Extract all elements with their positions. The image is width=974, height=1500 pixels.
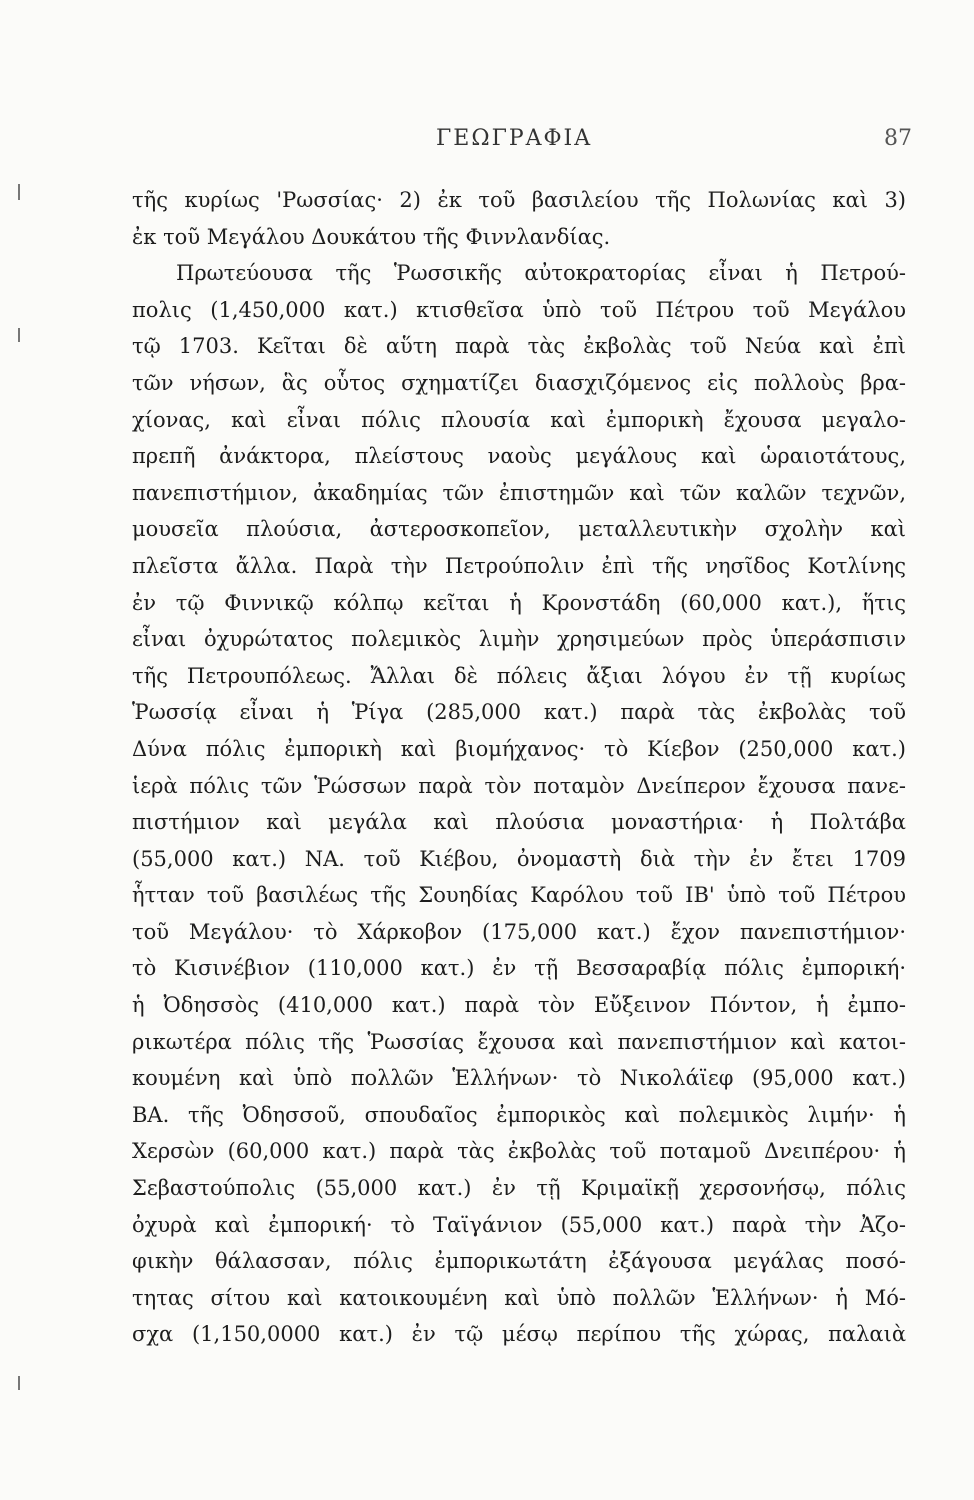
text-line: τοῦ Μεγάλου· τὸ Χάρκοβον (175,000 κατ.) ἔχον πανεπιστήμιον·	[132, 919, 906, 944]
text-line: ἡ Ὀδησσὸς (410,000 κατ.) παρὰ τὸν Εὔξεινον Πόντον, ἡ ἐμπο-	[132, 993, 906, 1018]
text-line: Χερσὼν (60,000 κατ.) παρὰ τὰς ἐκβολὰς τοῦ ποταμοῦ Δνειπέρου· ἡ	[132, 1139, 906, 1164]
text-line: τῆς Πετρουπόλεως. Ἄλλαι δὲ πόλεις ἄξιαι λόγου ἐν τῇ κυρίως	[132, 663, 906, 688]
text-line: χίονας, καὶ εἶναι πόλις πλουσία καὶ ἐμπορικὴ ἔχουσα μεγαλο-	[132, 407, 906, 432]
text-line: (55,000 κατ.) ΝΑ. τοῦ Κιέβου, ὀνομαστὴ διὰ τὴν ἐν ἔτει 1709	[132, 846, 906, 871]
margin-mark	[18, 328, 20, 342]
page-header	[0, 122, 974, 162]
text-line: μουσεῖα πλούσια, ἀστεροσκοπεῖον, μεταλλευτικὴν σχολὴν καὶ	[132, 517, 906, 542]
text-line: πλεῖστα ἄλλα. Παρὰ τὴν Πετρούπολιν ἐπὶ τῆς νησῖδος Κοτλίνης	[132, 553, 906, 578]
text-line: πρεπῆ ἀνάκτορα, πλείστους ναοὺς μεγάλους καὶ ὡραιοτάτους,	[132, 444, 906, 469]
page-number: 87	[884, 126, 912, 151]
text-line: πολις (1,450,000 κατ.) κτισθεῖσα ὑπὸ τοῦ Πέτρου τοῦ Μεγάλου	[132, 297, 906, 322]
body-text	[132, 182, 906, 1353]
text-line: τῷ 1703. Κεῖται δὲ αὕτη παρὰ τὰς ἐκβολὰς τοῦ Νεύα καὶ ἐπὶ	[132, 334, 906, 359]
text-line: Πρωτεύουσα τῆς Ῥωσσικῆς αὐτοκρατορίας εἶναι ἡ Πετρού-	[176, 261, 906, 286]
text-line: τῆς κυρίως 'Ρωσσίας· 2) ἐκ τοῦ βασιλείου τῆς Πολωνίας καὶ 3)	[132, 188, 906, 212]
margin-mark	[18, 184, 20, 200]
text-line: κουμένη καὶ ὑπὸ πολλῶν Ἑλλήνων· τὸ Νικολάϊεφ (95,000 κατ.)	[132, 1066, 906, 1091]
text-line: ΒΑ. τῆς Ὀδησσοῦ, σπουδαῖος ἐμπορικὸς καὶ πολεμικὸς λιμήν· ἡ	[132, 1102, 906, 1127]
text-line: τὸ Κισινέβιον (110,000 κατ.) ἐν τῇ Βεσσαραβίᾳ πόλις ἐμπορική·	[132, 956, 906, 981]
text-line: πιστήμιον καὶ μεγάλα καὶ πλούσια μοναστήρια· ἡ Πολτάβα	[132, 810, 906, 835]
running-title: ΓΕΩΓΡΑΦΙΑ	[436, 126, 593, 151]
text-line: ἧτταν τοῦ βασιλέως τῆς Σουηδίας Καρόλου τοῦ ΙΒ' ὑπὸ τοῦ Πέτρου	[132, 883, 906, 908]
margin-mark	[18, 1376, 20, 1390]
text-line: εἶναι ὀχυρώτατος πολεμικὸς λιμὴν χρησιμεύων πρὸς ὑπεράσπισιν	[132, 627, 906, 652]
text-line: φικὴν θάλασσαν, πόλις ἐμπορικωτάτη ἐξάγουσα μεγάλας ποσό-	[132, 1249, 906, 1274]
text-line: ἐκ τοῦ Μεγάλου Δουκάτου τῆς Φιννλανδίας.	[132, 224, 611, 249]
text-line: πανεπιστήμιον, ἀκαδημίας τῶν ἐπιστημῶν καὶ τῶν καλῶν τεχνῶν,	[132, 480, 906, 505]
text-line: σχα (1,150,0000 κατ.) ἐν τῷ μέσῳ περίπου τῆς χώρας, παλαιὰ	[132, 1322, 906, 1347]
text-line: τῶν νήσων, ἃς οὗτος σχηματίζει διασχιζόμενος εἰς πολλοὺς βρα-	[132, 370, 906, 395]
text-line: ἱερὰ πόλις τῶν Ῥώσσων παρὰ τὸν ποταμὸν Δνείπερον ἔχουσα πανε-	[132, 773, 906, 798]
text-line: τητας σίτου καὶ κατοικουμένη καὶ ὑπὸ πολλῶν Ἑλλήνων· ἡ Μό-	[132, 1285, 906, 1310]
text-line: Σεβαστούπολις (55,000 κατ.) ἐν τῇ Κριμαϊκῇ χερσονήσῳ, πόλις	[132, 1176, 906, 1201]
text-line: ἐν τῷ Φιννικῷ κόλπῳ κεῖται ἡ Κρονστάδη (60,000 κατ.), ἥτις	[132, 590, 906, 615]
text-line: ὀχυρὰ καὶ ἐμπορική· τὸ Ταϊγάνιον (55,000 κατ.) παρὰ τὴν Ἀζο-	[132, 1212, 906, 1237]
text-line: Ῥωσσίᾳ εἶναι ἡ Ῥίγα (285,000 κατ.) παρὰ τὰς ἐκβολὰς τοῦ	[132, 700, 906, 725]
text-line: Δύνα πόλις ἐμπορικὴ καὶ βιομήχανος· τὸ Κίεβον (250,000 κατ.)	[132, 736, 906, 761]
text-line: ρικωτέρα πόλις τῆς Ῥωσσίας ἔχουσα καὶ πανεπιστήμιον καὶ κατοι-	[132, 1029, 906, 1054]
